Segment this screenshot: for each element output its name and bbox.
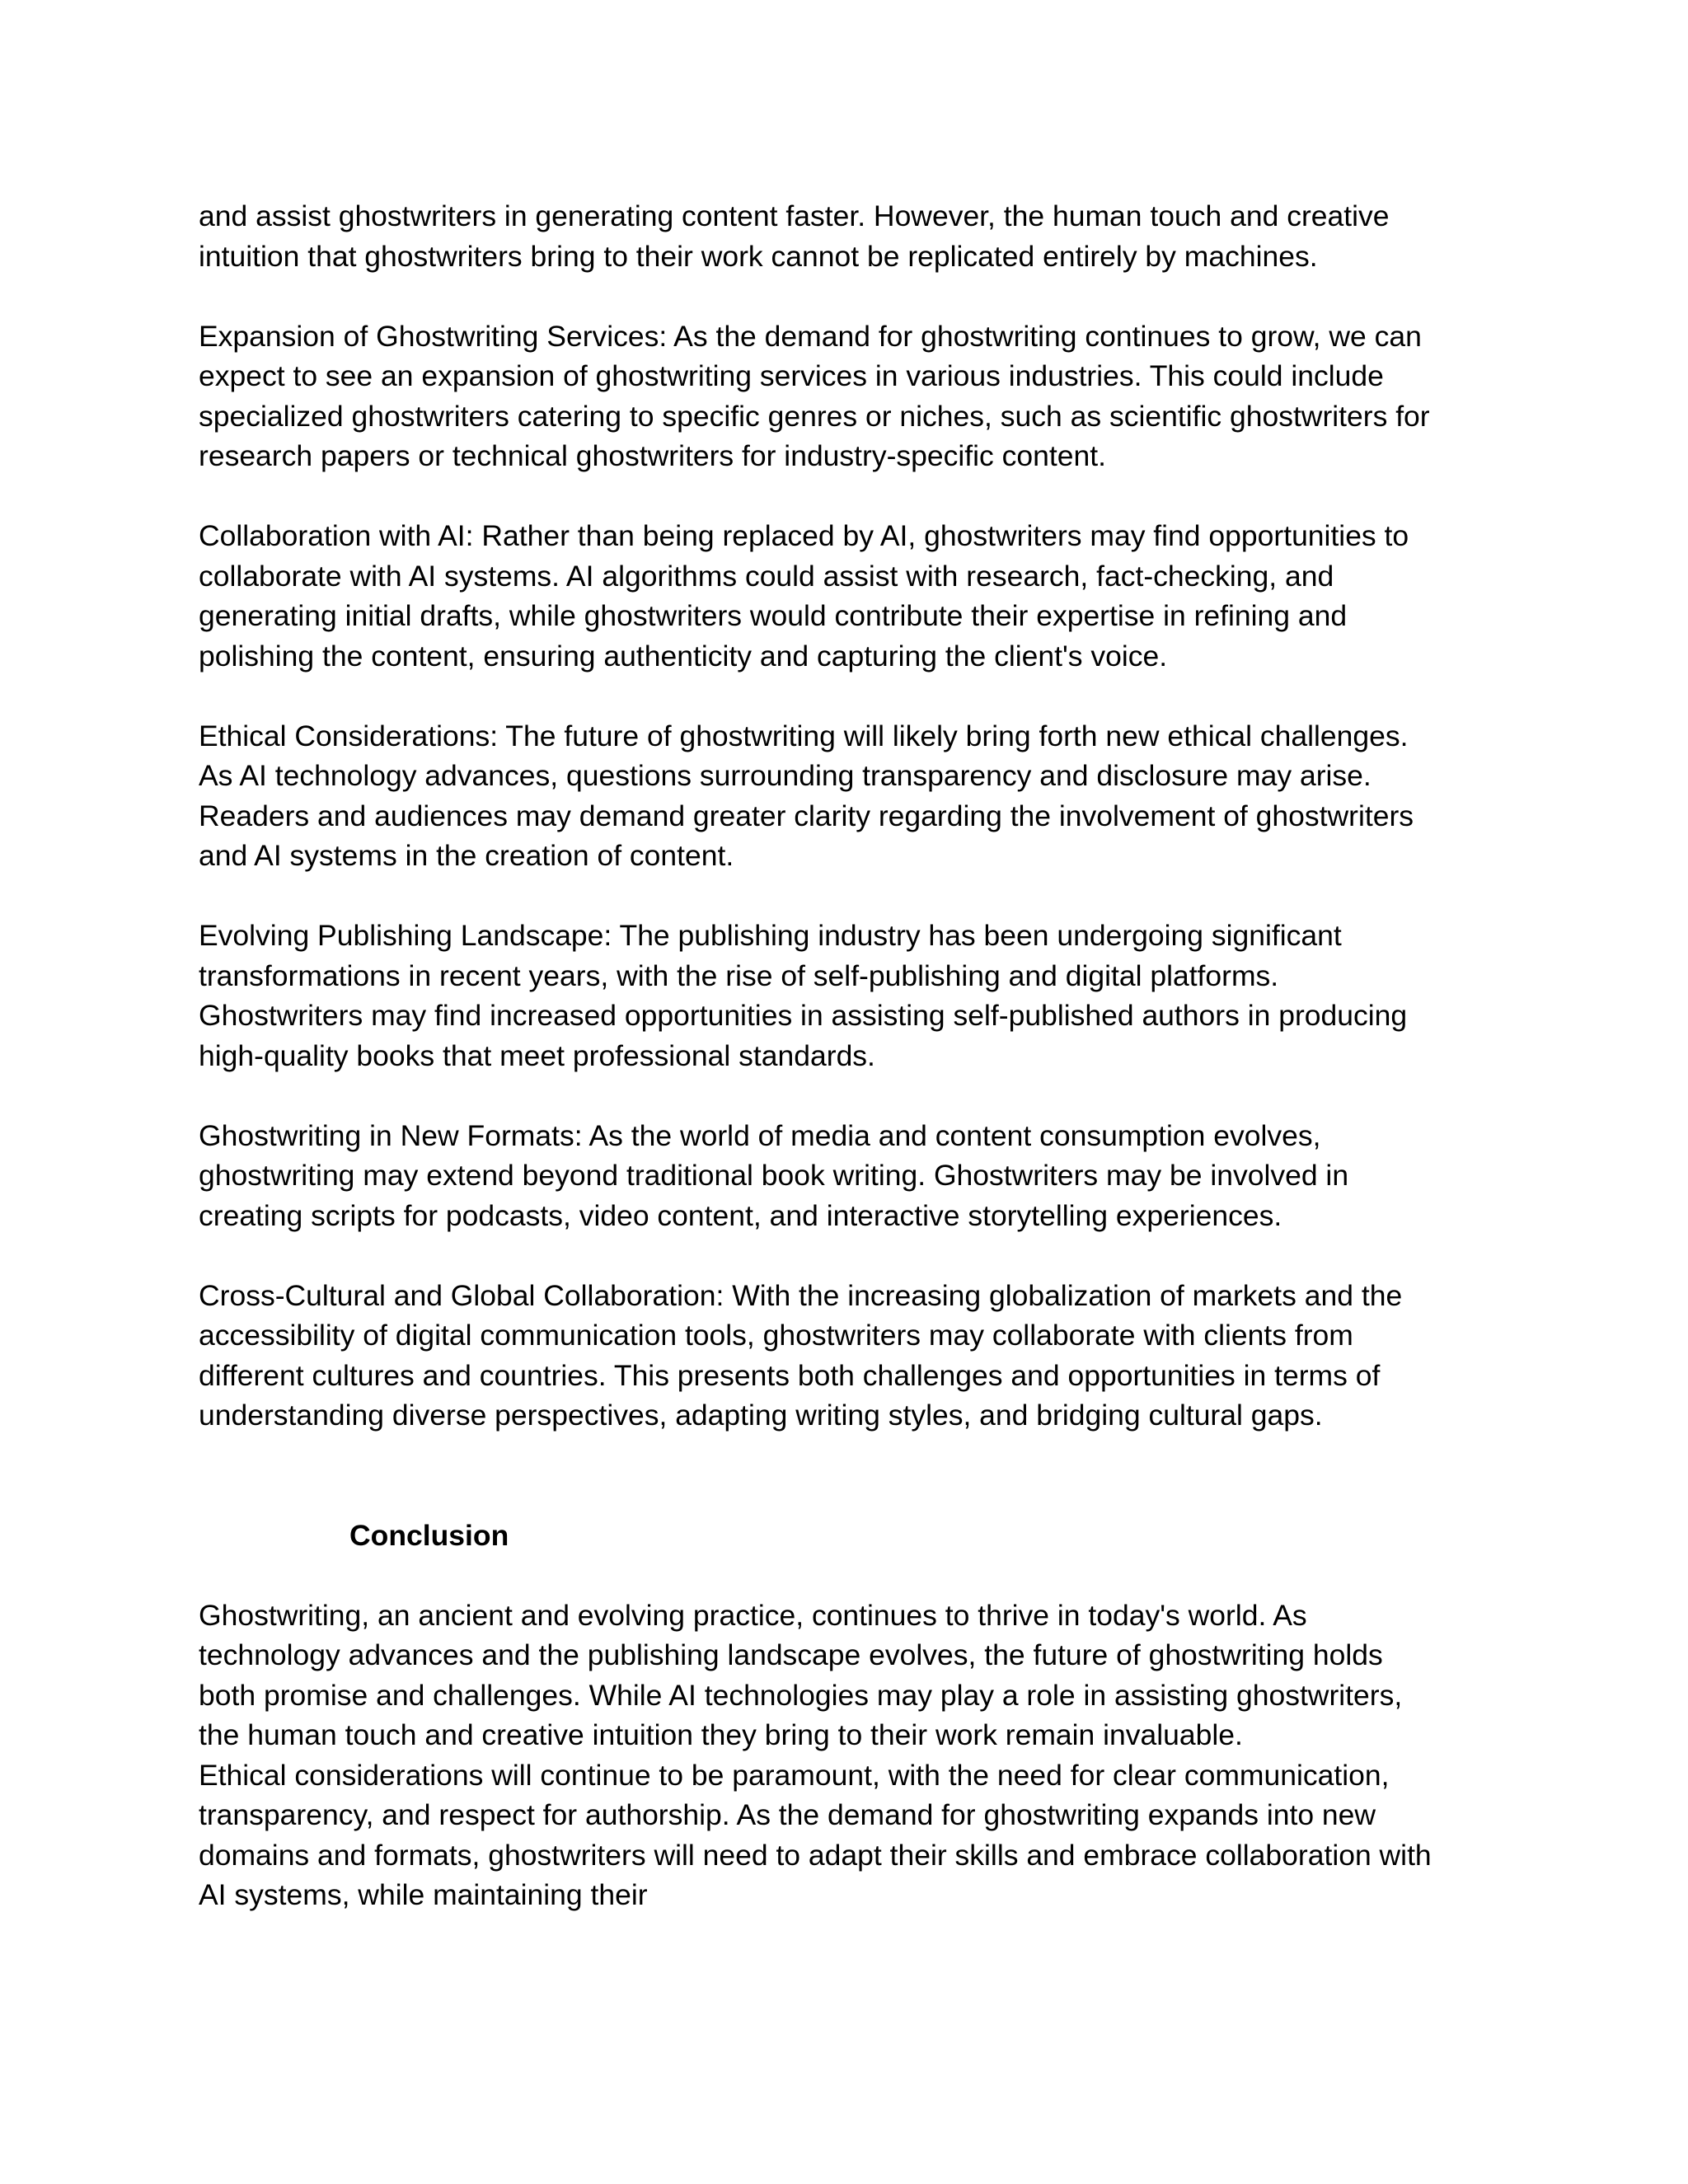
paragraph-cross-cultural-collaboration: Cross-Cultural and Global Collaboration: With the increasing globalization of markets and the accessibility of digital communication tools, ghostwriters may collaborate with clients from different cultures and countries. This presents both challenges and opportunities in terms of understanding diverse perspectives, adapting writing styles, and bridging cultural gaps. <box>199 1278 1403 1432</box>
document-body <box>199 196 1501 1915</box>
paragraph-collaboration-with-ai: Collaboration with AI: Rather than being replaced by AI, ghostwriters may find opportunities to collaborate with AI systems. AI algorithms could assist with research, fact-checking, and generating initial drafts, while ghostwriters would contribute their expertise in refining and polishing the content, ensuring authenticity and capturing the client's voice. <box>199 519 1409 673</box>
conclusion-paragraph-1: Ghostwriting, an ancient and evolving practice, continues to thrive in today's world. As technology advances and the publishing landscape evolves, the future of ghostwriting holds both promise and challenges. While AI technologies may play a role in assisting ghostwriters, the human touch and creative intuition they bring to their work remain invaluable. <box>199 1598 1403 1751</box>
paragraph-ethical-considerations: Ethical Considerations: The future of ghostwriting will likely bring forth new ethical challenges. As AI technology advances, questions surrounding transparency and disclosure may arise. Readers and audiences may demand greater clarity regarding the involvement of ghostwriters and AI systems in the creation of content. <box>199 719 1414 872</box>
paragraph-ai-assist-continuation: and assist ghostwriters in generating content faster. However, the human touch and creative intuition that ghostwriters bring to their work cannot be replicated entirely by machines. <box>199 199 1390 273</box>
conclusion-heading: Conclusion <box>349 1518 509 1552</box>
paragraph-evolving-publishing-landscape: Evolving Publishing Landscape: The publishing industry has been undergoing significant transformations in recent years, with the rise of self-publishing and digital platforms. Ghostwriters may find increased opportunities in assisting self-published authors in producing high-quality books that meet professional standards. <box>199 919 1408 1072</box>
paragraph-expansion-of-services: Expansion of Ghostwriting Services: As the demand for ghostwriting continues to grow, we can expect to see an expansion of ghostwriting services in various industries. This could include specialized ghostwriters catering to specific genres or niches, such as scientific ghostwriters for research papers or technical ghostwriters for industry-specific content. <box>199 319 1430 472</box>
paragraph-new-formats: Ghostwriting in New Formats: As the world of media and content consumption evolves, ghostwriting may extend beyond traditional book writing. Ghostwriters may be involved in creating scripts for podcasts, video content, and interactive storytelling experiences. <box>199 1118 1349 1232</box>
conclusion-paragraph-2: Ethical considerations will continue to be paramount, with the need for clear communication, transparency, and respect for authorship. As the demand for ghostwriting expands into new domains and formats, ghostwriters will need to adapt their skills and embrace collaboration with AI systems, while maintaining their <box>199 1758 1432 1911</box>
